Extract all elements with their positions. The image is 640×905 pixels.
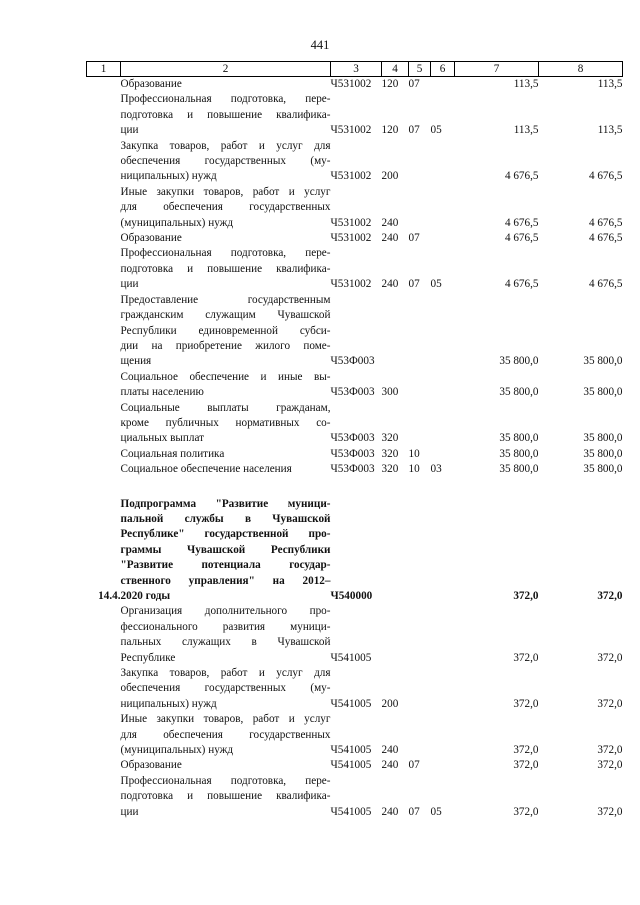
column-header: 4 [382,62,409,77]
item-name-line: фессионального развития муници- [120,620,331,633]
item-name-line: для обеспечения государственных [120,201,331,214]
item-name-line: Закупка товаров, работ и услуг для [120,667,331,680]
section-code-cell: 07 [408,78,420,90]
table-row [87,293,623,370]
item-name-line: обеспечения государственных (му- [120,155,331,168]
column-header: 5 [409,62,431,77]
section-number-cell [87,139,121,185]
item-name-line: ции [120,124,139,137]
section-number-cell [87,246,121,292]
item-name-line: Профессиональная подготовка, пере- [120,247,331,260]
target-article-code-cell: Ч53Ф003 [330,432,375,445]
expense-type-cell: 320 [381,463,399,476]
item-name-line: Республики единовременной субси- [120,324,331,337]
subsection-code-cell [431,77,455,93]
amount-cell: 4 676,5 [588,278,623,291]
item-name-line: подготовка и повышение квалифика- [120,790,331,803]
section-code-cell: 07 [408,124,420,137]
expense-type-cell: 240 [381,232,399,245]
amount-cell: 4 676,5 [588,170,623,183]
target-article-code-cell: Ч531002 [330,170,372,183]
amount-cell: 372,0 [513,590,539,602]
expense-type-cell [382,293,409,370]
section-number-cell [87,401,121,447]
item-name-line: ции [120,278,139,291]
item-name-line: Республике" государственной про- [120,528,331,541]
target-article-code-cell: Ч541005 [330,805,372,818]
section-code-cell [409,401,431,447]
item-name-line: (муниципальных) нужд [120,744,234,757]
section-code-cell: 07 [408,232,420,245]
amount-cell: 4 676,5 [588,216,623,229]
item-name-line: Профессиональная подготовка, пере- [120,93,331,106]
amount-cell: 372,0 [513,697,539,710]
section-code-cell [409,604,431,666]
table-row [87,92,623,138]
item-name-line: Социальное обеспечение и иные вы- [120,370,331,383]
expense-type-cell: 120 [381,124,399,137]
amount-cell: 372,0 [597,744,623,757]
item-name-line: Иные закупки товаров, работ и услуг [120,185,331,198]
page-number: 441 [310,38,330,52]
amount-cell: 113,5 [597,124,623,137]
subsection-code-cell [431,231,455,246]
item-name-line: Социальные выплаты гражданам, [120,401,331,414]
amount-cell: 35 800,0 [583,447,623,460]
subsection-code-cell [431,447,455,462]
amount-cell: 4 676,5 [504,216,539,229]
item-name-line: Профессиональная подготовка, пере- [120,774,331,787]
table-row [87,774,623,820]
expense-type-cell: 240 [381,805,399,818]
amount-cell: 113,5 [597,78,623,90]
table-row [87,712,623,758]
item-name-cell [121,246,331,292]
item-name-cell [121,401,331,447]
table-section-row [87,497,623,605]
budget-table [86,61,623,820]
item-name-cell [121,758,331,773]
item-name-cell [121,185,331,231]
table-row [87,758,623,773]
item-name-cell [121,774,331,820]
table-row [87,77,623,93]
item-name-line: дии на приобретение жилого поме- [120,339,331,352]
subsection-code-cell [431,293,455,370]
amount-cell: 35 800,0 [499,463,539,476]
amount-cell: 35 800,0 [583,386,623,399]
expense-type-cell: 240 [381,278,399,291]
item-name-line: подготовка и повышение квалифика- [120,262,331,275]
table-row [87,666,623,712]
item-name-line: пальной службы в Чувашской [120,512,331,525]
expense-type-cell [382,604,409,666]
subsection-code-cell: 05 [430,278,442,291]
item-name-line: ниципальных) нужд [120,170,217,183]
amount-cell: 35 800,0 [499,355,539,368]
section-number-cell [87,231,121,246]
table-row [87,462,623,477]
table-row [87,139,623,185]
section-number-cell [87,712,121,758]
section-code-cell [409,712,431,758]
item-name-cell [121,293,331,370]
item-name-line: Образование [120,232,182,245]
subsection-code-cell [431,758,455,773]
expense-type-cell: 200 [381,697,399,710]
section-number-cell [87,774,121,820]
subsection-code-cell: 03 [430,463,442,476]
amount-cell: 372,0 [513,744,539,757]
amount-cell: 4 676,5 [588,232,623,245]
section-number-cell [87,185,121,231]
section-number-cell: 14.4. [98,590,121,602]
item-name-line: Образование [120,78,182,90]
section-number-cell [87,293,121,370]
item-name-line: Социальное обеспечение населения [120,463,292,476]
amount-cell: 35 800,0 [583,463,623,476]
target-article-code-cell: Ч531002 [330,124,372,137]
item-name-line: обеспечения государственных (му- [120,682,331,695]
table-row [87,246,623,292]
item-name-cell [121,77,331,93]
target-article-code-cell: Ч531002 [330,78,372,90]
item-name-cell [121,604,331,666]
subsection-code-cell [431,712,455,758]
table-spacer-row [87,478,623,497]
amount-cell: 35 800,0 [499,447,539,460]
subsection-code-cell [431,497,455,605]
item-name-line: для обеспечения государственных [120,728,331,741]
item-name-cell [121,462,331,477]
item-name-line: Иные закупки товаров, работ и услуг [120,713,331,726]
table-row [87,401,623,447]
amount-cell: 35 800,0 [499,386,539,399]
column-header: 7 [455,62,539,77]
target-article-code-cell: Ч531002 [330,278,372,291]
amount-cell: 4 676,5 [504,278,539,291]
amount-cell: 372,0 [513,759,539,772]
item-name-cell [121,139,331,185]
section-code-cell: 10 [408,463,420,476]
item-name-line: Предоставление государственным [120,293,331,306]
expense-type-cell [382,497,409,605]
section-code-cell: 10 [408,447,420,460]
section-code-cell: 07 [408,805,420,818]
section-number-cell [87,604,121,666]
item-name-line: Образование [120,759,182,772]
item-name-cell [121,497,331,605]
subsection-code-cell [431,666,455,712]
item-name-cell [121,666,331,712]
subsection-code-cell [431,139,455,185]
table-row [87,185,623,231]
item-name-cell [121,231,331,246]
item-name-line: "Развитие потенциала государ- [120,559,331,572]
expense-type-cell: 320 [381,432,399,445]
amount-cell: 35 800,0 [499,432,539,445]
target-article-code-cell: Ч53Ф003 [330,355,375,368]
target-article-code-cell: Ч531002 [330,216,372,229]
item-name-line: ственного управления" на 2012– [120,574,331,587]
column-header: 6 [431,62,455,77]
section-code-cell [409,370,431,401]
amount-cell: 372,0 [597,651,623,664]
section-number-cell [87,666,121,712]
column-header: 2 [121,62,331,77]
section-code-cell [409,666,431,712]
item-name-line: ции [120,805,139,818]
item-name-line: пальных служащих в Чувашской [120,636,331,649]
item-name-cell [121,92,331,138]
expense-type-cell: 320 [381,447,399,460]
target-article-code-cell: Ч53Ф003 [330,463,375,476]
table-row [87,604,623,666]
item-name-line: 2020 годы [120,590,171,602]
target-article-code-cell: Ч531002 [330,232,372,245]
item-name-line: Организация дополнительного про- [120,605,331,618]
spacer-cell [87,478,623,497]
expense-type-cell: 240 [381,216,399,229]
amount-cell: 4 676,5 [504,232,539,245]
subsection-code-cell [431,604,455,666]
column-header: 3 [331,62,382,77]
section-number-cell [87,370,121,401]
section-code-cell [409,293,431,370]
expense-type-cell: 200 [381,170,399,183]
expense-type-cell: 240 [381,759,399,772]
section-number-cell [87,77,121,93]
table-row [87,447,623,462]
section-code-cell: 07 [408,759,420,772]
item-name-cell [121,447,331,462]
item-name-line: (муниципальных) нужд [120,216,234,229]
column-header: 1 [87,62,121,77]
item-name-line: ниципальных) нужд [120,697,217,710]
subsection-code-cell [431,401,455,447]
item-name-line: гражданским служащим Чувашской [120,309,331,322]
expense-type-cell: 300 [381,386,399,399]
amount-cell: 4 676,5 [504,170,539,183]
section-code-cell [409,139,431,185]
amount-cell: 113,5 [513,124,539,137]
item-name-line: кроме публичных нормативных со- [120,416,331,429]
item-name-line: Подпрограмма "Развитие муници- [120,497,331,510]
item-name-line: щения [120,355,152,368]
expense-type-cell: 240 [381,744,399,757]
table-row [87,370,623,401]
item-name-line: граммы Чувашской Республики [120,543,331,556]
target-article-code-cell: Ч541005 [330,744,372,757]
amount-cell: 113,5 [513,78,539,90]
subsection-code-cell: 05 [430,124,442,137]
target-article-code-cell: Ч541005 [330,759,372,772]
column-header: 8 [539,62,623,77]
subsection-code-cell [431,185,455,231]
amount-cell: 372,0 [597,590,623,602]
section-number-cell [87,462,121,477]
item-name-line: Социальная политика [120,447,225,460]
item-name-line: циальных выплат [120,432,205,445]
item-name-cell [121,712,331,758]
amount-cell: 35 800,0 [583,355,623,368]
subsection-code-cell: 05 [430,805,442,818]
table-header-row [87,62,623,77]
target-article-code-cell: Ч541005 [330,697,372,710]
target-article-code-cell: Ч540000 [330,590,373,602]
section-number-cell [87,758,121,773]
subsection-code-cell [431,370,455,401]
table-row [87,231,623,246]
amount-cell: 372,0 [513,651,539,664]
section-code-cell: 07 [408,278,420,291]
target-article-code-cell: Ч53Ф003 [330,447,375,460]
section-code-cell [409,497,431,605]
item-name-line: подготовка и повышение квалифика- [120,108,331,121]
item-name-line: Закупка товаров, работ и услуг для [120,139,331,152]
amount-cell: 372,0 [597,805,623,818]
section-number-cell [87,92,121,138]
amount-cell: 372,0 [597,759,623,772]
amount-cell: 35 800,0 [583,432,623,445]
item-name-line: Республике [120,651,176,664]
expense-type-cell: 120 [381,78,399,90]
item-name-line: платы населению [120,386,204,399]
amount-cell: 372,0 [513,805,539,818]
target-article-code-cell: Ч53Ф003 [330,386,375,399]
item-name-cell [121,370,331,401]
section-number-cell [87,447,121,462]
section-code-cell [409,185,431,231]
target-article-code-cell: Ч541005 [330,651,372,664]
amount-cell: 372,0 [597,697,623,710]
